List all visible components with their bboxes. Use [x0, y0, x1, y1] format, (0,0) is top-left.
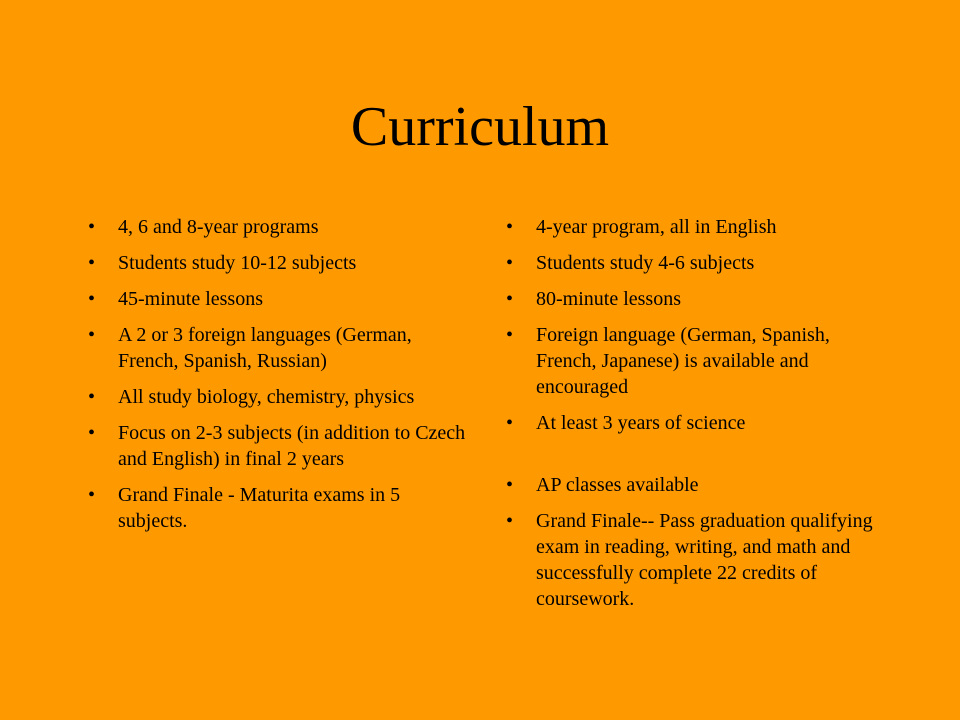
list-item-text: At least 3 years of science — [536, 412, 746, 434]
list-item — [88, 420, 468, 472]
list-item-text: Students study 4-6 subjects — [536, 252, 755, 274]
bullet-icon: • — [88, 216, 96, 238]
list-item — [506, 472, 886, 498]
slide-title: Curriculum — [350, 96, 610, 158]
list-item-text: 45-minute lessons — [118, 288, 263, 310]
bullet-icon: • — [88, 324, 96, 346]
list-item-text: Grand Finale - Maturita exams in 5 subjects. — [118, 484, 401, 532]
bullet-icon: • — [506, 324, 514, 346]
list-item-text: Foreign language (German, Spanish, French, Japanese) is available and encouraged — [536, 324, 830, 398]
bullet-icon: • — [88, 484, 96, 506]
list-item-text: 80-minute lessons — [536, 288, 681, 310]
right-column-list — [506, 214, 886, 622]
bullet-icon: • — [88, 422, 96, 444]
bullet-icon: • — [506, 412, 514, 434]
list-item-text: A 2 or 3 foreign languages (German, French, Spanish, Russian) — [118, 324, 412, 372]
list-item-text: Students study 10-12 subjects — [118, 252, 357, 274]
bullet-icon: • — [506, 510, 514, 532]
list-item — [506, 508, 886, 612]
list-item-text: 4-year program, all in English — [536, 216, 777, 238]
list-item — [88, 286, 468, 312]
list-item — [88, 384, 468, 410]
list-item-text: AP classes available — [536, 474, 699, 496]
list-item — [506, 214, 886, 240]
bullet-icon: • — [506, 216, 514, 238]
list-item — [88, 322, 468, 374]
list-item — [506, 322, 886, 400]
list-item-text: All study biology, chemistry, physics — [118, 386, 415, 408]
list-item-text: Focus on 2-3 subjects (in addition to Czech and English) in final 2 years — [118, 422, 466, 470]
bullet-icon: • — [88, 288, 96, 310]
list-item — [506, 286, 886, 312]
bullet-icon: • — [506, 288, 514, 310]
list-item-text: Grand Finale-- Pass graduation qualifying exam in reading, writing, and math and successfully complete 22 credits of coursework. — [536, 510, 873, 610]
bullet-icon: • — [506, 474, 514, 496]
list-item — [88, 250, 468, 276]
bullet-icon: • — [506, 252, 514, 274]
bullet-icon: • — [88, 252, 96, 274]
list-item — [506, 410, 886, 436]
list-item — [88, 214, 468, 240]
list-item — [88, 482, 468, 534]
bullet-icon: • — [88, 386, 96, 408]
left-column-list — [88, 214, 468, 544]
list-item — [506, 250, 886, 276]
list-item-text: 4, 6 and 8-year programs — [118, 216, 319, 238]
